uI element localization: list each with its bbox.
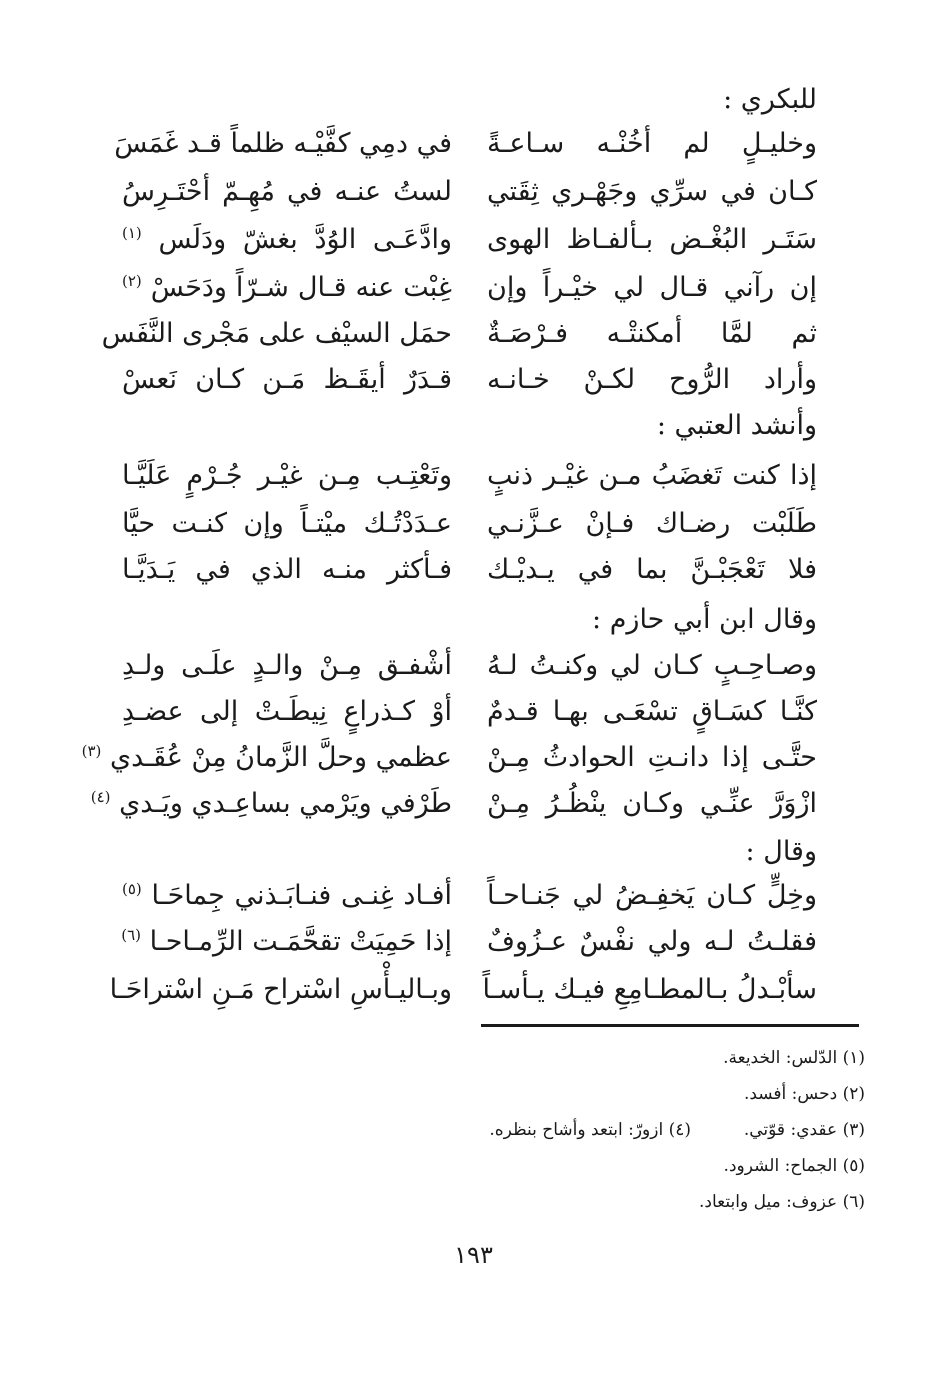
footnote-text: عقدي: قوّتي. <box>743 1120 838 1140</box>
verse-line <box>0 360 947 400</box>
footnote-marker: (٦) <box>121 926 141 944</box>
first-hemistich: كـان في سرِّي وجَهْـري ثِقَتي <box>487 176 817 207</box>
second-hemistich: أشْفـق مِـنْ والـدٍ علَـى ولـدِ <box>122 650 452 681</box>
second-hemistich: طَرْفي ويَرْمي بساعِـدي ويَـدي $^{(٤)}$ <box>90 788 452 819</box>
footnote-marker: (٤) <box>90 788 111 806</box>
footnote-number: (٦) <box>842 1192 865 1212</box>
second-hemistich: عـدَدْتُـك ميْتـاً وإن كنـت حيَّا <box>122 508 452 539</box>
first-hemistich: ثم لمَّا أمكنتْـه فـرْصَـةٌ <box>487 318 817 349</box>
verse-line <box>0 456 947 496</box>
second-hemistich: إذا حَمِيَتْ تقحَّمَـت الرِّمـاحـا $^{(٦)}$ <box>121 926 452 957</box>
verse-line <box>0 646 947 686</box>
footnote-text: ازورّ: ابتعد وأشاح بنظره. <box>489 1120 664 1140</box>
footnote-number: (٤) <box>668 1120 692 1140</box>
first-hemistich: فلا تَعْجَبْـنَّ بما في يـديْـك <box>487 554 817 585</box>
first-hemistich: سأبْـدلُ بـالمطـامِعِ فيـك يـأسـاً <box>482 974 817 1005</box>
verse-line <box>0 314 947 354</box>
footnote-marker: (١) <box>122 224 142 242</box>
first-hemistich: فقلـتُ لـه ولي نفْسٌ عـزُوفٌ <box>487 926 817 957</box>
first-hemistich: وأراد الرُّوح لكـنْ خـانـه <box>487 364 817 395</box>
footnote-number: (٣) <box>842 1120 865 1140</box>
second-hemistich: في دمِي كفَّيْـه ظلماً قـد غَمَسَ <box>114 128 452 159</box>
verse-line <box>0 784 947 824</box>
verse-line <box>0 922 947 962</box>
second-hemistich: أفـاد غِنـى فنـابَـذني جِماحَـا $^{(٥)}$ <box>122 880 452 911</box>
verse-line <box>0 692 947 732</box>
section-heading: وقال ابن أبي حازم : <box>592 604 817 635</box>
first-hemistich: وصـاحِـبٍ كـان لي وكنـتُ لـهُ <box>487 650 817 681</box>
first-hemistich: حتَّـى إذا دانـتِ الحوادثُ مِـنْ <box>487 742 817 773</box>
first-hemistich: إذا كنت تَغضَبُ مـن غيْـر ذنبٍ <box>487 460 817 491</box>
first-hemistich: وخِلٍّ كـان يَخفِـضُ لي جَنـاحـاً <box>487 880 817 911</box>
footnote-text: الجماح: الشرود. <box>723 1156 838 1176</box>
second-hemistich: غِبْت عنه قـال شـرّاً ودَحَسْ $^{(٢)}$ <box>122 272 452 303</box>
first-hemistich: طَلَبْت رضـاك فـإنْ عـزَّنـي <box>487 508 817 539</box>
second-hemistich: أوْ كـذراعٍ نِيطَـتْ إلى عضـدِ <box>122 696 452 727</box>
section-heading: وأنشد العتبي : <box>656 410 817 441</box>
first-hemistich: وخليـلٍ لم أخُنْـه سـاعـةً <box>487 128 817 159</box>
verse-line <box>0 124 947 164</box>
second-hemistich: قـدَرٌ أيقَـظ مَـن كـان نَعسْ <box>122 364 452 395</box>
footnote-number: (٢) <box>842 1084 865 1104</box>
first-hemistich: إن رآني قـال لي خيْـراً وإن <box>487 272 817 303</box>
section-heading: وقال : <box>745 836 817 867</box>
verse-line <box>0 268 947 308</box>
first-hemistich: كنَّـا كسَـاقٍ تسْعَـى بهـا قـدمٌ <box>487 696 817 727</box>
verse-line <box>0 220 947 260</box>
first-hemistich: سَتَـر البُغْـض بـألفـاظ الهوى <box>487 224 817 255</box>
verse-line <box>0 876 947 916</box>
footnote <box>489 1118 865 1142</box>
second-hemistich: وبـاليـأْسِ اسْتراح مَـنِ اسْتراحَـا <box>109 974 452 1005</box>
second-hemistich: وادَّعَـى الوُدَّ بغشّ ودَلَس $^{(١)}$ <box>122 224 452 255</box>
footnote <box>699 1190 865 1214</box>
second-hemistich: عظمي وحلَّ الزَّمانُ مِنْ عُقَـدي $^{(٣)}$ <box>81 742 452 773</box>
footnote-number: (١) <box>842 1048 865 1068</box>
footnote-number: (٥) <box>842 1156 865 1176</box>
footnote <box>744 1082 865 1106</box>
page-number: ١٩٣ <box>454 1241 493 1269</box>
footnote-marker: (٥) <box>122 880 142 898</box>
first-hemistich: ازْوَرَّ عنِّـي وكـان ينْظُـرُ مِـنْ <box>487 788 817 819</box>
verse-line <box>0 738 947 778</box>
verse-line <box>0 172 947 212</box>
section-heading: للبكري : <box>723 84 817 115</box>
second-hemistich: وتَعْتِـب مِـن غيْـر جُـرْمٍ عَلَيَّـا <box>122 460 452 491</box>
verse-line <box>0 504 947 544</box>
second-hemistich: فـأكثر منـه الذي في يَـدَيَّـا <box>122 554 452 585</box>
footnote-marker: (٢) <box>122 272 142 290</box>
footnote-text: دحس: أفسد. <box>743 1084 838 1104</box>
verse-line <box>0 550 947 590</box>
footnote-text: الدّلس: الخديعة. <box>723 1048 838 1068</box>
footnote-text: عزوف: ميل وابتعاد. <box>699 1192 838 1212</box>
footnote-marker: (٣) <box>81 742 102 760</box>
footnote-divider <box>481 1024 859 1027</box>
footnote <box>724 1154 865 1178</box>
footnote <box>723 1046 865 1070</box>
second-hemistich: حمَل السيْف على مَجْرى النَّفَس <box>101 318 452 349</box>
second-hemistich: لستُ عنـه في مُهِـمّ أحْتَـرِسُ <box>122 176 452 207</box>
verse-line <box>0 970 947 1010</box>
